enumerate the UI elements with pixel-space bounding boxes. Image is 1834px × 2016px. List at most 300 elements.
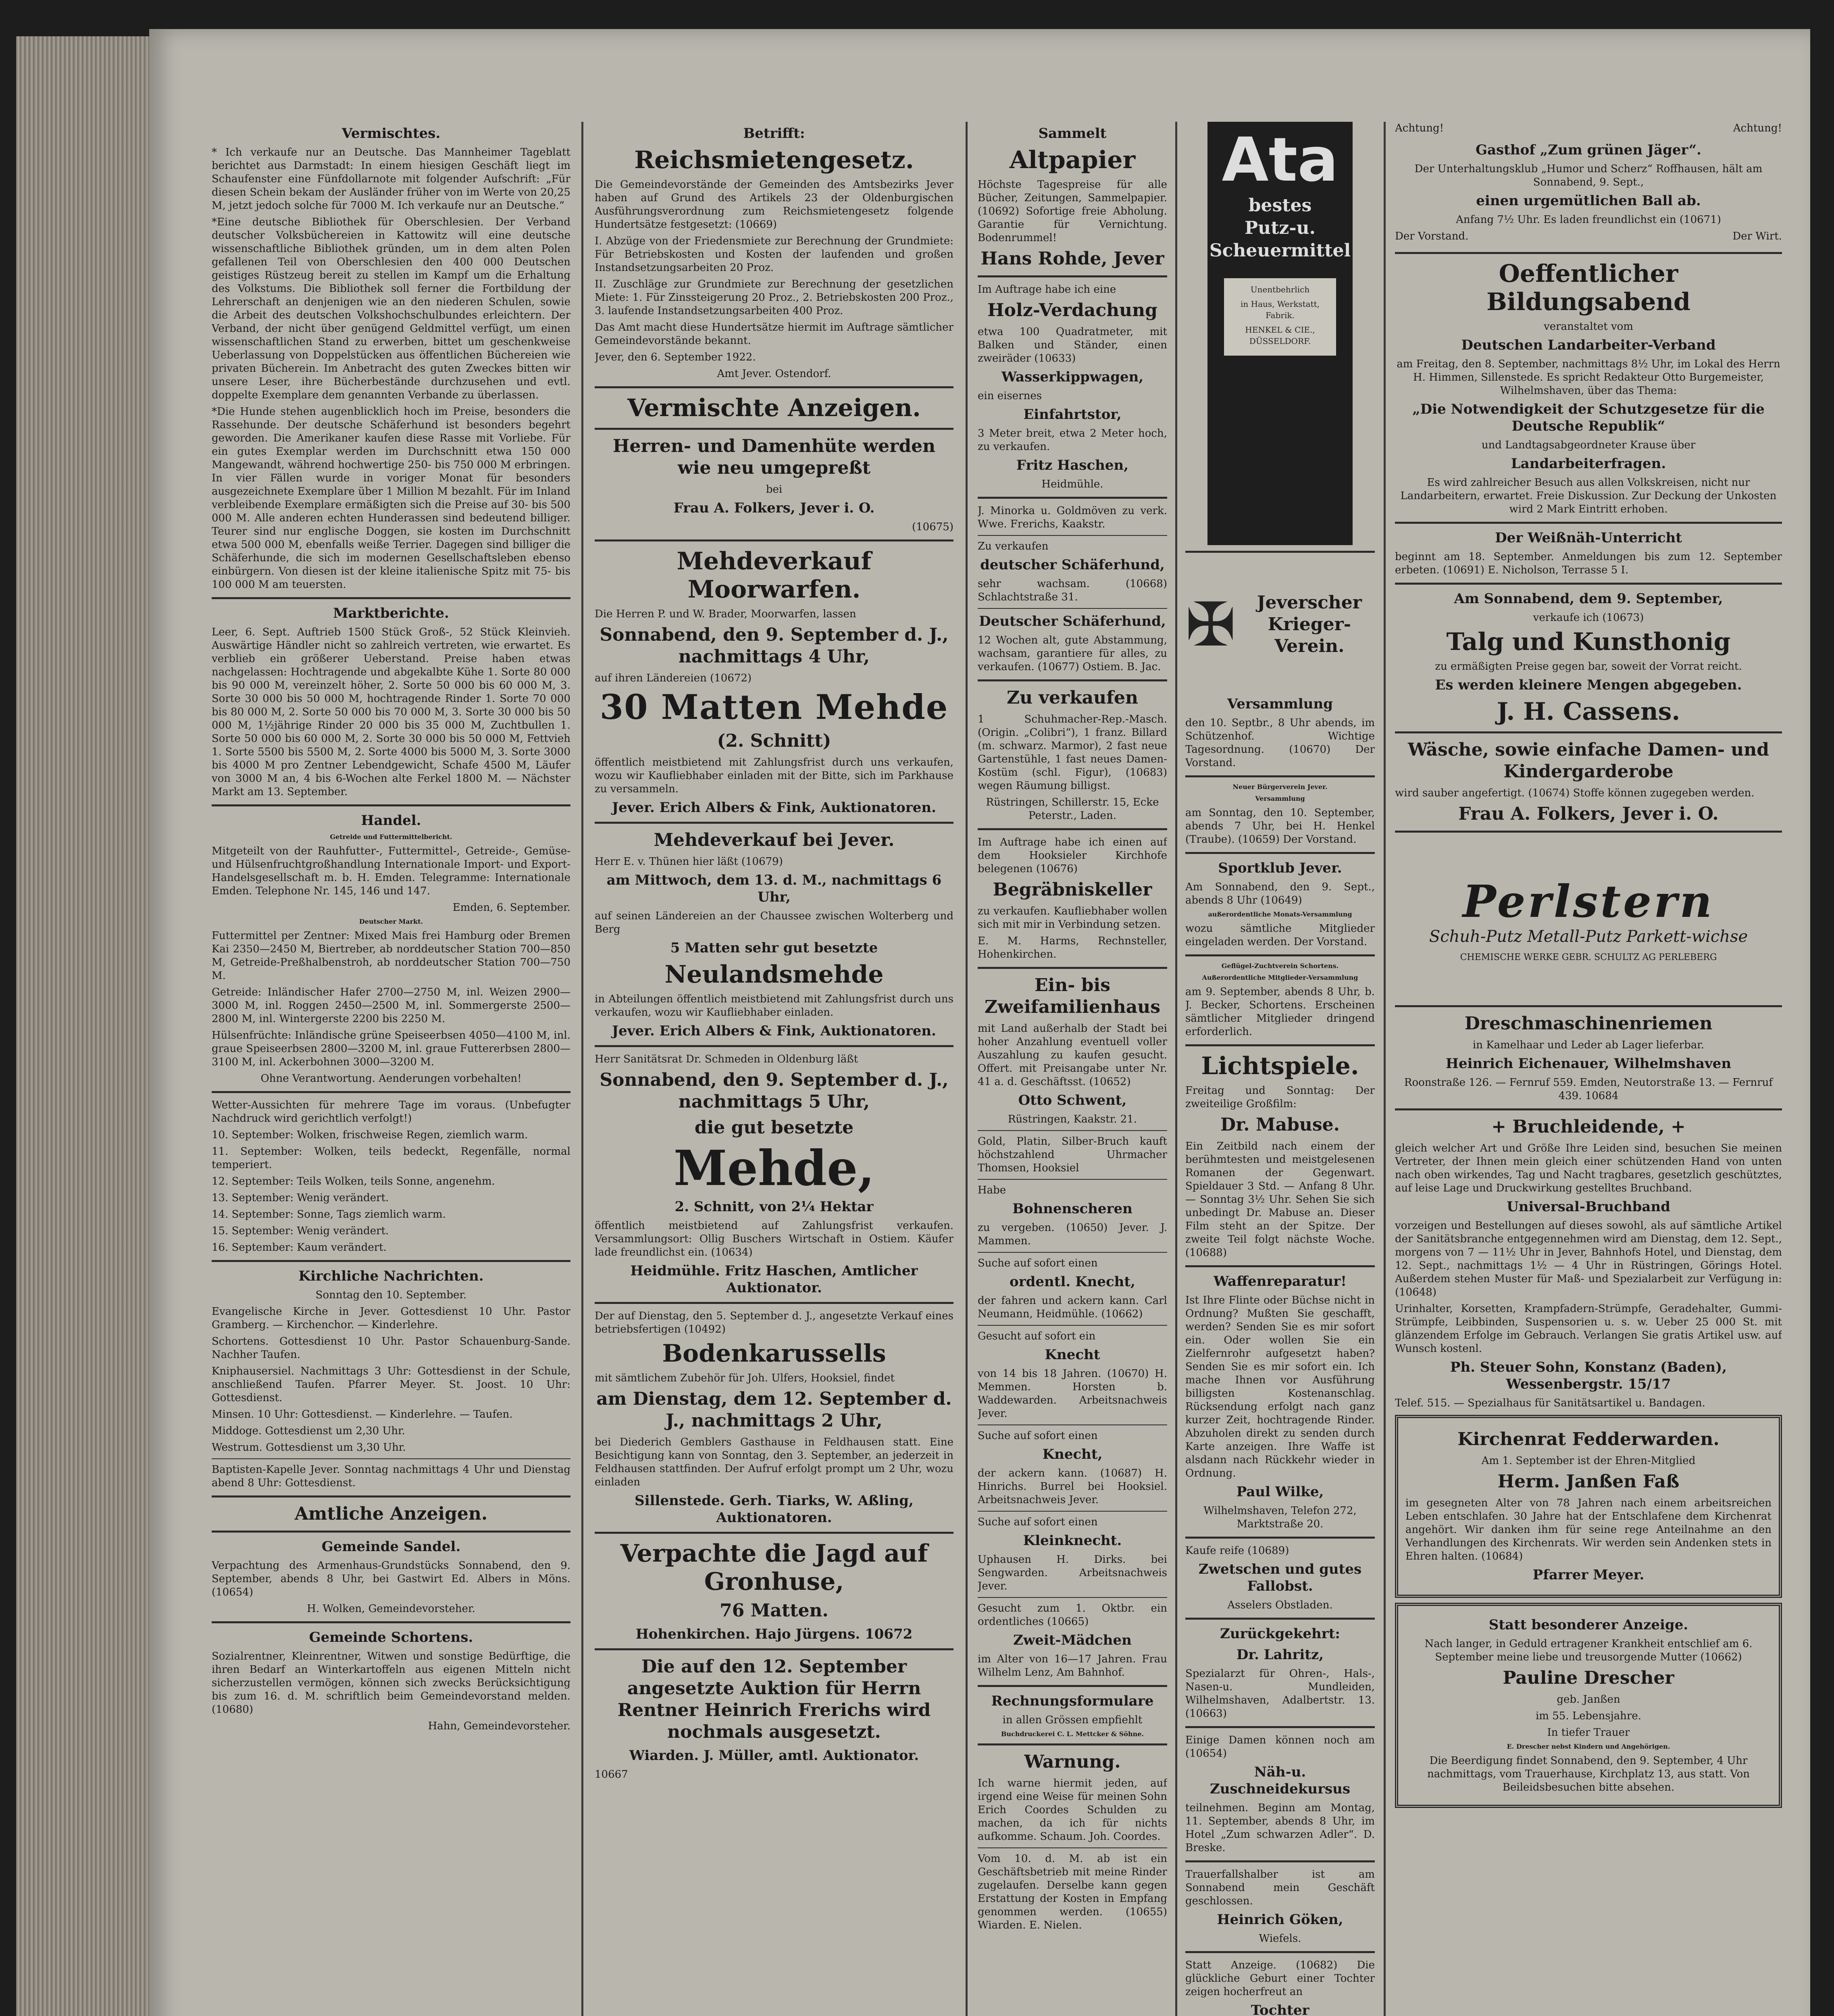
body-text: Gesucht auf sofort ein	[978, 1330, 1096, 1342]
ad-divider	[1395, 583, 1782, 585]
body-text: zu vergeben. (10650) Jever. J. Mammen.	[978, 1222, 1167, 1247]
body-text: Middoge. Gottesdienst um 2,30 Uhr.	[212, 1425, 405, 1437]
ad-divider	[978, 1597, 1167, 1598]
headline: Hohenkirchen. Hajo Jürgens. 10672	[635, 1626, 913, 1642]
headline: Bohnenscheren	[1012, 1201, 1132, 1217]
body-text: E. M. Harms, Rechnsteller, Hohenkirchen.	[978, 935, 1167, 960]
headline: Vermischtes.	[341, 125, 441, 142]
column-rule	[1175, 122, 1177, 2016]
ad-divider	[212, 597, 570, 599]
body-text: in allen Grössen empfiehlt	[1002, 1714, 1143, 1726]
ad-divider	[212, 1495, 570, 1497]
column-rule	[966, 122, 968, 2016]
headline: Mehdeverkauf bei Jever.	[654, 830, 895, 850]
body-text: auf ihren Ländereien (10672)	[595, 672, 752, 684]
body-text: 12. September: Teils Wolken, teils Sonne, angenehm.	[212, 1175, 495, 1187]
body-text: 16. September: Kaum verändert.	[212, 1241, 387, 1254]
body-text: I. Abzüge von der Friedensmiete zur Berechnung der Grundmiete: Für Betriebskosten und Kosten der laufenden und großen Instandsetzungsarbeiten 20 Proz.	[595, 235, 953, 274]
headline: Frau A. Folkers, Jever i. O.	[1458, 804, 1719, 824]
body-text: 11. September: Wolken, teils bedeckt, Regenfälle, normal temperiert.	[212, 1145, 570, 1171]
headline: Gemeinde Sandel.	[321, 1539, 461, 1555]
body-text: wozu sämtliche Mitglieder eingeladen werden. Der Vorstand.	[1185, 923, 1375, 948]
headline: Frau A. Folkers, Jever i. O.	[673, 500, 875, 516]
headline: Neuer Bürgerverein Jever.	[1232, 783, 1328, 791]
body-text: Herr Sanitätsrat Dr. Schmeden in Oldenburg läßt	[595, 1053, 858, 1065]
ad-divider	[978, 608, 1167, 609]
body-text: Getreide: Inländischer Hafer 2700—2750 M, inl. Weizen 2900—3000 M, inl. Roggen 2450—2500 M, inl. Sommergerste 2500—2800 M, inl. Wintergerste 2200 bis 2250 M.	[212, 986, 570, 1025]
body-text: von 14 bis 18 Jahren. (10670) H. Memmen. Horsten b. Waddewarden. Arbeitsnachweis Jever.	[978, 1368, 1167, 1420]
body-text: geb. Janßen	[1557, 1693, 1620, 1706]
book-page-edges	[16, 36, 149, 2016]
headline: Tochter	[1251, 2002, 1309, 2016]
body-text: Vom 10. d. M. ab ist ein Geschäftsbetrieb mit meine Rinder zugelaufen. Derselbe kann gegen Erstattung der Kosten in Empfang genommen werden. (10655) Wiarden. E. Nielen.	[978, 1853, 1167, 1931]
ad-divider	[1185, 1860, 1375, 1862]
column-3	[978, 122, 1167, 2016]
body-text: Freitag und Sonntag: Der zweiteilige Großfilm:	[1185, 1085, 1375, 1110]
body-text: Im Auftrage habe ich einen auf dem Hooksieler Kirchhofe belegenen (10676)	[978, 836, 1167, 875]
body-text: Suche auf sofort einen	[978, 1257, 1098, 1269]
ad-divider	[978, 535, 1167, 536]
ad-divider	[1185, 775, 1375, 777]
body-text: Futtermittel per Zentner: Mixed Mais frei Hamburg oder Bremen Kai 2350—2450 M, Biertreber, ab norddeutscher Station 700—850 M, Getreide-Preßhalbenstroh, ab norddeutscher Station 700—750 M.	[212, 930, 570, 982]
body-text: Telef. 515. — Spezialhaus für Sanitätsartikel u. Bandagen.	[1395, 1397, 1705, 1409]
signature-row	[1395, 122, 1782, 138]
ad-divider	[212, 1091, 570, 1093]
body-text: Es wird zahlreicher Besuch aus allen Volkskreisen, nicht nur Landarbeitern, erwartet. Freie Diskussion. Zur Deckung der Unkosten wird 2 Mark Eintritt erhoben.	[1400, 477, 1777, 515]
headline: Geflügel-Zuchtverein Schortens.	[1221, 962, 1339, 970]
body-text: Asselers Obstladen.	[1227, 1599, 1333, 1611]
headline: Marktberichte.	[333, 605, 449, 621]
headline: Jever. Erich Albers & Fink, Auktionatoren.	[612, 1023, 936, 1039]
ad-divider	[1395, 1108, 1782, 1110]
body-text: (10675)	[912, 521, 953, 533]
body-text: Verpachtung des Armenhaus-Grundstücks Sonnabend, den 9. September, abends 8 Uhr, bei Gastwirt Ed. Albers in Möns. (10654)	[212, 1560, 570, 1598]
headline: Jever. Erich Albers & Fink, Auktionatoren.	[612, 800, 936, 816]
body-text: HENKEL & CIE., DÜSSELDORF.	[1245, 325, 1315, 346]
headline: außerordentliche Monats-Versammlung	[1208, 910, 1352, 918]
bordered-notice	[1395, 1415, 1782, 1598]
body-text: am 9. September, abends 8 Uhr, b. J. Becker, Schortens. Erscheinen sämtlicher Mitglieder dringend erforderlich.	[1185, 986, 1375, 1038]
column-4	[1185, 122, 1375, 2016]
body-text: in Haus, Werkstatt, Fabrik.	[1241, 299, 1320, 320]
headline: Dr. Lahritz,	[1236, 1647, 1324, 1663]
body-text: bei Diederich Gemblers Gasthause in Feldhausen statt. Eine Besichtigung kann von Sonntag, den 3. September, an jederzeit in Feldhausen stattfinden. Der Aufruf erfolgt prompt um 2 Uhr, wozu einladen	[595, 1436, 953, 1488]
headline: (2. Schnitt)	[717, 731, 831, 751]
headline: Sonnabend, den 9. September d. J., nachmittags 4 Uhr,	[600, 625, 949, 667]
body-text: vorzeigen und Bestellungen auf dieses sowohl, als auf sämtliche Artikel der Sanitätsbranche entgegennehmen wird am Dienstag, dem 12. Sept., morgens von 7 — 11½ Uhr in Jever, Bahnhofs Hotel, und Dienstag, dem 12. Sept., nachmittags 1½ — 4 Uhr in Rüstringen, Görings Hotel. Außerdem stehen Muster für Maß- und Spezialarbeit zur Verfügung in: (10648)	[1395, 1220, 1782, 1298]
body-text: Evangelische Kirche in Jever. Gottesdienst 10 Uhr. Pastor Gramberg. — Kirchenchor. — Kinderlehre.	[212, 1306, 570, 1331]
headline: Reichsmietengesetz.	[634, 146, 914, 174]
headline: Versammlung	[1227, 696, 1333, 712]
headline: ordentl. Knecht,	[1010, 1274, 1135, 1290]
ad-divider	[1185, 1265, 1375, 1267]
body-text: Ich warne hiermit jeden, auf irgend eine Weise für meinen Sohn Erich Coordes Schulden zu machen, da ich für nichts aufkomme. Schaum. Joh. Coordes.	[978, 1777, 1167, 1843]
ad-divider	[595, 1302, 953, 1304]
body-text: Die Herren P. und W. Brader, Moorwarfen, lassen	[595, 608, 856, 620]
body-text: Das Amt macht diese Hundertsätze hiermit im Auftrage sämtlicher Gemeindevorstände bekannt.	[595, 321, 953, 347]
body-text: Minsen. 10 Uhr: Gottesdienst. — Kinderlehre. — Taufen.	[212, 1408, 513, 1420]
body-text: II. Zuschläge zur Grundmiete zur Berechnung der gesetzlichen Miete: 1. Für Zinssteigerung 20 Proz., 2. Betriebskosten 200 Proz., 3. laufende Instandsetzungsarbeiten 400 Proz.	[595, 278, 953, 317]
ad-divider	[978, 1511, 1167, 1512]
headline: Einfahrtstor,	[1023, 406, 1122, 423]
body-text: 15. September: Wenig verändert.	[212, 1225, 389, 1237]
ad-divider	[1395, 252, 1782, 254]
body-text: Amt Jever. Ostendorf.	[717, 368, 831, 380]
body-text: 3 Meter breit, etwa 2 Meter hoch, zu verkaufen.	[978, 427, 1167, 453]
body-text: Der Vorstand.	[1395, 230, 1469, 242]
ad-divider	[978, 275, 1167, 277]
ad-divider	[978, 1130, 1167, 1131]
headline: Knecht,	[1042, 1446, 1103, 1462]
body-text: Im Auftrage habe ich eine	[978, 283, 1116, 296]
body-text: Suche auf sofort einen	[978, 1516, 1098, 1528]
headline: Oeffentlicher Bildungsabend	[1486, 260, 1690, 316]
body-text: Wilhelmshaven, Telefon 272, Marktstraße 20.	[1203, 1505, 1357, 1530]
body-text: Gesucht zum 1. Oktbr. ein ordentliches (10665)	[978, 1602, 1167, 1628]
ata-brand: Ata	[1222, 125, 1339, 195]
signature-row	[1395, 230, 1782, 246]
body-text: Leer, 6. Sept. Auftrieb 1500 Stück Groß-, 52 Stück Kleinvieh. Auswärtige Händler nicht so zahlreich vertreten, wie erwartet. Es verblieb ein größerer Ueberstand. Preise haben etwas nachgelassen: Hochtragende und abgekalbte Kühe 1. Sorte 80 000 bis 90 000 M, vereinzelt höher, 2. Sorte 50 000 bis 60 000 M, 3. Sorte 30 000 bis 50 000 M, hochtragende Rinder 1. Sorte 70 000 bis 80 000 M, 2. Sorte 50 000 bis 70 000 M, 3. Sorte 30 000 bis 50 000 M, 1½jährige Rinder 20 000 bis 35 000 M, Zuchtbullen 1. Sorte 50 000 bis 60 000 M, 2. Sorte 30 000 bis 50 000 M, Fettvieh 1. Sorte 5500 bis 5500 M, 2. Sorte 4000 bis 5000 M, 3. Sorte 3000 bis 4000 M pro Zentner Lebendgewicht, Schafe 4500 M, Läufer von 3000 M an, 4 bis 6-Wochen alte Ferkel 1800 M. — Nächster Markt am 13. September.	[212, 626, 570, 798]
body-text: veranstaltet vom	[1544, 321, 1633, 333]
body-text: Ist Ihre Flinte oder Büchse nicht in Ordnung? Mußten Sie geschafft, werden? Senden Sie es mir sofort ein. Oder wollen Sie ein Zielfernrohr aufgesetzt haben? Senden Sie es mir sofort ein. Ich mache Ihnen vor Ausführung billigsten Kostenanschlag. Rücksendung erfolgt nach ganz kurzer Zeit, hochtragende Rinder. Abzuholen direkt zu senden durch Karte anzeigen. Ihre Waffe ist alsdann nach Rückkehr wieder in Ordnung.	[1185, 1294, 1375, 1479]
headline: Heinrich Eichenauer, Wilhelmshaven	[1445, 1056, 1732, 1072]
ata-line: Scheuermittel	[1209, 240, 1351, 261]
headline: Begräbniskeller	[993, 879, 1152, 900]
body-text: Hahn, Gemeindevorsteher.	[428, 1720, 570, 1732]
headline: J. H. Cassens.	[1497, 698, 1680, 726]
headline: Dr. Mabuse.	[1220, 1114, 1340, 1135]
column-1	[212, 122, 570, 2016]
headline: Zu verkaufen	[1006, 687, 1139, 708]
headline: E. Drescher nebst Kindern und Angehörigen.	[1507, 1743, 1670, 1750]
headline: Otto Schwent,	[1018, 1092, 1127, 1108]
headline: Waffenreparatur!	[1213, 1273, 1347, 1289]
body-text: Rüstringen, Schillerstr. 15, Ecke Peterstr., Laden.	[986, 796, 1159, 822]
body-text: teilnehmen. Beginn am Montag, 11. September, abends 8 Uhr, im Hotel „Zum schwarzen Adler“. D. Breske.	[1185, 1802, 1375, 1854]
body-text: 1 Schuhmacher-Rep.-Masch. (Origin. „Colibri“), 1 franz. Billard (m. schwarz. Marmor), 2 fast neue Gartenstühle, 1 fast neues Damen-Kostüm (schl. Figur), (10683) wegen Räumung billigst.	[978, 713, 1167, 792]
body-text: sehr wachsam. (10668) Schlachtstraße 31.	[978, 578, 1167, 603]
body-text: beginnt am 18. September. Anmeldungen bis zum 12. September erbeten. (10691) E. Nicholson, Terrasse 5 I.	[1395, 551, 1782, 576]
body-text: In tiefer Trauer	[1547, 1727, 1630, 1739]
headline: Sillenstede. Gerh. Tiarks, W. Aßling, Auktionatoren.	[635, 1493, 914, 1526]
ad-divider	[1185, 1044, 1375, 1046]
body-text: öffentlich meistbietend auf Zahlungsfrist verkaufen. Versammlungsort: Ollig Buschers Wirtschaft in Ostiem. Käufer lade freundlichst ein. (10634)	[595, 1220, 953, 1258]
body-text: wird sauber angefertigt. (10674) Stoffe können zugegeben werden.	[1395, 787, 1755, 799]
headline: Bodenkarussells	[662, 1339, 886, 1368]
ad-divider	[595, 539, 953, 541]
body-text: im gesegneten Alter von 78 Jahren nach einem arbeitsreichen Leben entschlafen. 30 Jahre hat der Entschlafene dem Kirchenrat angehört. Wir danken ihm für seine rege Anteilnahme an den Verhandlungen des Kirchenrats. Wir werden sein Andenken stets in Ehren halten. (10684)	[1405, 1497, 1772, 1562]
headline: Zurückgekehrt:	[1220, 1626, 1340, 1642]
ad-divider	[978, 1179, 1167, 1180]
headline: Deutscher Schäferhund,	[979, 613, 1166, 629]
ad-divider	[595, 386, 953, 388]
body-text: Wetter-Aussichten für mehrere Tage im voraus. (Unbefugter Nachdruck wird gerichtlich verfolgt!)	[212, 1099, 570, 1125]
body-text: auf seinen Ländereien an der Chaussee zwischen Wolterberg und Berg	[595, 910, 953, 935]
headline: Es werden kleinere Mengen abgegeben.	[1435, 677, 1742, 693]
body-text: in Kamelhaar und Leder ab Lager lieferbar.	[1472, 1039, 1705, 1051]
ad-divider	[595, 428, 953, 430]
ad-divider	[978, 828, 1167, 830]
headline: Talg und Kunsthonig	[1446, 628, 1731, 656]
body-text: Gold, Platin, Silber-Bruch kauft höchstzahlend Uhrmacher Thomsen, Hooksiel	[978, 1135, 1167, 1174]
headline: Herm. Janßen Faß	[1497, 1471, 1680, 1492]
headline: „Die Notwendigkeit der Schutzgesetze für die Deutsche Republik“	[1412, 401, 1765, 434]
headline: am Dienstag, dem 12. September d. J., nachmittags 2 Uhr,	[596, 1389, 952, 1431]
headline: Warnung.	[1024, 1752, 1121, 1772]
body-text: Wiefels.	[1259, 1933, 1301, 1945]
body-text: im Alter von 16—17 Jahren. Frau Wilhelm Lenz, Am Bahnhof.	[978, 1653, 1167, 1679]
body-text: zu ermäßigten Preise gegen bar, soweit der Vorrat reicht.	[1435, 660, 1742, 673]
body-text: der ackern kann. (10687) H. Hinrichs. Burrel bei Hooksiel. Arbeitsnachweis Jever.	[978, 1467, 1167, 1506]
ad-divider	[212, 804, 570, 806]
ad-divider	[1185, 1618, 1375, 1620]
ad-divider	[595, 1532, 953, 1534]
body-text: und Landtagsabgeordneter Krause über	[1481, 439, 1696, 451]
body-text: Jever, den 6. September 1922.	[595, 351, 756, 363]
perlstern-products: Schuh-Putz Metall-Putz Parkett-wichse	[1429, 927, 1748, 946]
body-text: 10. September: Wolken, frischweise Regen, ziemlich warm.	[212, 1129, 528, 1141]
headline: Kirchliche Nachrichten.	[298, 1268, 484, 1284]
headline: Handel.	[361, 812, 421, 829]
body-text: Emden, 6. September.	[452, 902, 570, 914]
headline: Wiarden. J. Müller, amtl. Auktionator.	[629, 1747, 919, 1764]
headline: Lichtspiele.	[1201, 1052, 1359, 1080]
body-text: den 10. Septbr., 8 Uhr abends, im Schützenhof. Wichtige Tagesordnung. (10670) Der Vorstand.	[1185, 717, 1375, 769]
headline: Gemeinde Schortens.	[309, 1629, 473, 1645]
headline: + Bruchleidende, +	[1491, 1116, 1686, 1137]
ad-divider	[595, 1045, 953, 1047]
headline: Außerordentliche Mitglieder-Versammlung	[1202, 974, 1358, 981]
body-text: Die Beerdigung findet Sonnabend, den 9. September, 4 Uhr nachmittags, vom Trauerhause, Kirchplatz 13, aus statt. Von Beileidsbesuchen bitte absehen.	[1427, 1755, 1750, 1793]
body-text: Nach langer, in Geduld ertragener Krankheit entschlief am 6. September meine liebe und treusorgende Mutter (10662)	[1424, 1638, 1753, 1663]
iron-cross-icon: ✠	[1185, 590, 1236, 660]
headline: Universal-Bruchband	[1507, 1199, 1670, 1215]
body-text: Kaufe reife (10689)	[1185, 1545, 1289, 1557]
headline: deutscher Schäferhund,	[980, 557, 1165, 573]
ad-divider	[978, 967, 1167, 969]
ad-divider	[212, 1531, 570, 1533]
headline: Kleinknecht.	[1023, 1533, 1122, 1549]
headline: Näh-u. Zuschneidekursus	[1210, 1764, 1350, 1797]
body-text: Sonntag den 10. September.	[315, 1289, 467, 1301]
body-text: ein eisernes	[978, 390, 1042, 402]
headline: Heidmühle. Fritz Haschen, Amtlicher Auktionator.	[630, 1263, 918, 1296]
body-text: verkaufe ich (10673)	[1533, 612, 1644, 624]
headline: Statt besonderer Anzeige.	[1488, 1617, 1688, 1633]
ad-divider	[978, 1325, 1167, 1326]
headline: Vermischte Anzeigen.	[627, 394, 921, 422]
ad-divider	[1395, 731, 1782, 733]
headline: Landarbeiterfragen.	[1511, 456, 1666, 472]
bordered-notice	[1395, 1603, 1782, 1808]
body-text: mit sämtlichem Zubehör für Joh. Ulfers, Hooksiel, findet	[595, 1372, 895, 1384]
headline: Sammelt	[1038, 125, 1107, 142]
body-text: Hülsenfrüchte: Inländische grüne Speiseerbsen 4050—4100 M, inl. graue Speiseerbsen 2800—3200 M, inl. graue Futtererbsen 2800—3100 M, inl. Ackerbohnen 3000—3200 M.	[212, 1029, 570, 1068]
ad-divider	[212, 1621, 570, 1623]
headline: Gasthof „Zum grünen Jäger“.	[1475, 142, 1702, 158]
body-text: Anfang 7½ Uhr. Es laden freundlichst ein (10671)	[1456, 214, 1721, 226]
headline: Herren- und Damenhüte werden wie neu umgepreßt	[612, 436, 936, 478]
headline: einen urgemütlichen Ball ab.	[1476, 193, 1701, 209]
column-rule	[1384, 122, 1386, 2016]
headline: Buchdruckerei C. L. Mettcker & Söhne.	[1001, 1730, 1144, 1738]
headline: Wäsche, sowie einfache Damen- und Kindergarderobe	[1407, 739, 1769, 782]
headline: Amtliche Anzeigen.	[294, 1504, 488, 1524]
ata-label	[1224, 278, 1336, 356]
body-text: J. Minorka u. Goldmöven zu verk. Wwe. Frerichs, Kaakstr.	[978, 505, 1167, 530]
ata-advertisement	[1207, 122, 1353, 545]
headline: Mehde,	[673, 1140, 875, 1197]
body-text: am Sonntag, den 10. September, abends 7 Uhr, bei H. Henkel (Traube). (10659) Der Vorstand.	[1185, 807, 1375, 846]
body-text: Mitgeteilt von der Rauhfutter-, Futtermittel-, Getreide-, Gemüse- und Hülsenfruchtgroßhandlung Internationale Import- und Export-Handelsgesellschaft m. b. H. Emden. Telegramme: Internationale Emden. Telephone Nr. 145, 146 und 147.	[212, 845, 570, 897]
body-text: gleich welcher Art und Größe Ihre Leiden sind, besuchen Sie meinen Vertreter, der Ihnen mein gleich einer schützenden Hand von unten nach oben wirkendes, Tag und Nacht tragbares, gesetzlich geschütztes, auf leise Lage und Druckwirkung gestelltes Bruchband.	[1395, 1142, 1782, 1194]
body-text: Der auf Dienstag, den 5. September d. J., angesetzte Verkauf eines betriebsfertigen (10492)	[595, 1310, 953, 1335]
body-text: am Freitag, den 8. September, nachmittags 8½ Uhr, im Lokal des Herrn H. Himmen, Sillenstede. Es spricht Redakteur Otto Burgemeister, Wilhelmshaven, über das Thema:	[1397, 358, 1780, 397]
headline: Deutscher Markt.	[359, 918, 423, 925]
headline: Zweit-Mädchen	[1013, 1632, 1132, 1648]
ad-divider	[978, 497, 1167, 499]
column-2	[595, 122, 953, 2016]
headline: Getreide und Futtermittelbericht.	[330, 833, 452, 841]
perlstern-logo: Perlstern	[1462, 875, 1715, 927]
body-text: Baptisten-Kapelle Jever. Sonntag nachmittags 4 Uhr und Dienstag abend 8 Uhr: Gottesdienst.	[212, 1464, 570, 1489]
ad-divider	[212, 1458, 570, 1459]
ad-divider	[1185, 1726, 1375, 1728]
body-text: Herr E. v. Thünen hier läßt (10679)	[595, 856, 783, 868]
body-text: in Abteilungen öffentlich meistbietend mit Zahlungsfrist durch uns verkaufen, wozu wir Kaufliebhaber einladen.	[595, 993, 953, 1018]
body-text: im 55. Lebensjahre.	[1535, 1710, 1641, 1722]
ad-divider	[1185, 551, 1375, 553]
headline: Pauline Drescher	[1503, 1668, 1674, 1688]
body-text: Die Gemeindevorstände der Gemeinden des Amtsbezirks Jever haben auf Grund des Artikels 23 der Oldenburgischen Ausführungsverordnung zum Reichsmietengesetz folgende Hundertsätze festgesetzt: (10669)	[595, 179, 953, 231]
headline: am Mittwoch, dem 13. d. M., nachmittags 6 Uhr,	[606, 872, 942, 905]
body-text: Schortens. Gottesdienst 10 Uhr. Pastor Schauenburg-Sande. Nachher Taufen.	[212, 1335, 570, 1361]
ad-divider	[1395, 1005, 1782, 1007]
ad-divider	[1185, 954, 1375, 956]
perlstern-maker: CHEMISCHE WERKE GEBR. SCHULTZ AG PERLEBERG	[1460, 952, 1717, 962]
headline: die gut besetzte	[694, 1117, 854, 1138]
body-text: bei	[766, 483, 783, 496]
ad-divider	[595, 822, 953, 824]
body-text: mit Land außerhalb der Stadt bei hoher Anzahlung eventuell voller Auszahlung zu kaufen gesucht. Offert. mit Preisangabe unter Nr. 41 a. d. Geschäftsst. (10652)	[978, 1023, 1167, 1088]
ata-line: Putz-u.	[1245, 218, 1316, 238]
body-text: 12 Wochen alt, gute Abstammung, wachsam, garantiere für alles, zu verkaufen. (10677) Ostiem. B. Jac.	[978, 634, 1167, 673]
body-text: Westrum. Gottesdienst um 3,30 Uhr.	[212, 1441, 406, 1454]
body-text: *Die Hunde stehen augenblicklich hoch im Preise, besonders die Rassehunde. Der deutsche Schäferhund ist besonders begehrt geworden. Die Amerikaner kaufen diese Rasse mit Vorliebe. Für ein gutes Exemplar werden im Durchschnitt etwa 150 000 Mangewandt, während hochwertige 250- bis 750 000 M erbringen. In vier Fällen wurde in voriger Monat für besonders ausgezeichnete Exemplare über 1 Million M bezahlt. Für im Inland verbleibende Exemplare ermäßigten sich die Preise auf 30- bis 500 000 M. Alle anderen echten Hunderassen sind bedeutend billiger. Teurer sind nur englische Doggen, sie kosten im Durchschnitt etwa 500 000 M, ebenfalls weiße Terrier. Dagegen sind billiger die Schäferhunde, die sich im modernen Gesellschaftsleben ebenso einbürgern. Von diesen ist der kleine italienische Spitz mit 75- bis 100 000 M am teuersten.	[212, 406, 570, 591]
headline: Hans Rohde, Jever	[980, 248, 1164, 269]
body-text: Zu verkaufen	[978, 540, 1049, 552]
ad-divider	[978, 1847, 1167, 1848]
headline: 76 Matten.	[720, 1600, 829, 1621]
column-5	[1395, 122, 1782, 2016]
body-text: Unentbehrlich	[1250, 285, 1310, 294]
ad-divider	[1185, 852, 1375, 854]
headline: 5 Matten sehr gut besetzte	[670, 940, 878, 956]
body-text: Einige Damen können noch am (10654)	[1185, 1734, 1375, 1760]
headline: Am Sonnabend, dem 9. September,	[1454, 591, 1723, 607]
headline: 30 Matten Mehde	[600, 687, 949, 727]
body-text: H. Wolken, Gemeindevorsteher.	[307, 1603, 475, 1615]
body-text: 10667	[595, 1768, 628, 1781]
headline: Paul Wilke,	[1236, 1484, 1324, 1500]
headline: Fritz Haschen,	[1016, 457, 1129, 473]
headline: 2. Schnitt, von 2¼ Hektar	[674, 1199, 874, 1215]
headline: Die auf den 12. September angesetzte Auktion für Herrn Rentner Heinrich Frerichs wird nochmals ausgesetzt.	[617, 1656, 931, 1742]
headline: Verpachte die Jagd auf Gronhuse,	[620, 1539, 928, 1596]
headline: Ph. Steuer Sohn, Konstanz (Baden), Wessenbergstr. 15/17	[1450, 1359, 1727, 1392]
headline: Rechnungsformulare	[991, 1693, 1154, 1709]
body-text: Suche auf sofort einen	[978, 1430, 1098, 1442]
body-text: Der Unterhaltungsklub „Humor und Scherz“ Roffhausen, hält am Sonnabend, 9. Sept.,	[1414, 163, 1763, 188]
ad-divider	[1395, 522, 1782, 524]
headline: Jeverscher Krieger-Verein.	[1257, 592, 1362, 656]
body-text: Spezialarzt für Ohren-, Hals-, Nasen-u. Mundleiden, Wilhelmshaven, Adalbertstr. 13. (10663)	[1185, 1668, 1375, 1720]
body-text: Trauerfallshalber ist am Sonnabend mein Geschäft geschlossen.	[1185, 1868, 1375, 1907]
body-text: Habe	[978, 1184, 1006, 1196]
body-text: Achtung!	[1733, 122, 1782, 134]
headline: Knecht	[1045, 1347, 1100, 1363]
ad-divider	[595, 1648, 953, 1650]
krieger-verein-logo	[1185, 558, 1375, 691]
ad-divider	[978, 1743, 1167, 1745]
body-text: Heidmühle.	[1041, 478, 1103, 490]
ad-divider	[978, 679, 1167, 681]
body-text: etwa 100 Quadratmeter, mit Balken und Ständer, einen zweiräder (10633)	[978, 326, 1167, 364]
body-text: 13. September: Wenig verändert.	[212, 1192, 389, 1204]
ad-divider	[1185, 1537, 1375, 1539]
column-rule	[581, 122, 583, 2016]
headline: Betrifft:	[743, 125, 805, 142]
body-text: Höchste Tagespreise für alle Bücher, Zeitungen, Sammelpapier. (10692) Sofortige freie Abholung. Garantie für Vernichtung. Bodenrummel!	[978, 179, 1167, 244]
body-text: Kniphausersiel. Nachmittags 3 Uhr: Gottesdienst in der Schule, anschließend Taufen. Pfarrer Meyer. St. Joost. 10 Uhr: Gottesdienst.	[212, 1365, 570, 1404]
headline: Heinrich Göken,	[1217, 1912, 1343, 1928]
body-text: Achtung!	[1395, 122, 1444, 134]
body-text: 14. September: Sonne, Tags ziemlich warm.	[212, 1208, 446, 1220]
headline: Deutschen Landarbeiter-Verband	[1461, 337, 1716, 353]
body-text: * Ich verkaufe nur an Deutsche. Das Mannheimer Tageblatt berichtet aus Darmstadt: In einem hiesigen Geschäft liegt im Schaufenster eine Fünfdollarnote mit folgender Aufschrift: „Für diesen Schein bekam der Ausländer früher von im Werte von 20,25 M, jetzt jedoch solche für 7000 M. Ich verkaufe nur an Deutsche.“	[212, 146, 570, 212]
ad-divider	[978, 1252, 1167, 1253]
perlstern-advertisement	[1395, 838, 1782, 1000]
headline: Sportklub Jever.	[1218, 860, 1342, 876]
headline: Ein- bis Zweifamilienhaus	[984, 975, 1161, 1017]
body-text: der fahren und ackern kann. Carl Neumann, Heidmühle. (10662)	[978, 1295, 1167, 1320]
headline: Kirchenrat Fedderwarden.	[1457, 1429, 1720, 1450]
body-text: Sozialrentner, Kleinrentner, Witwen und sonstige Bedürftige, die ihren Bedarf an Winterkartoffeln aus eigenen Mitteln nicht sicherzustellen vermögen, können sich zwecks Berücksichtigung bis zum 16. d. M. schriftlich beim Gemeindevorstand melden. (10680)	[212, 1650, 570, 1716]
headline: Zwetschen und gutes Fallobst.	[1198, 1561, 1362, 1594]
body-text: Urinhalter, Korsetten, Krampfadern-Strümpfe, Geradehalter, Gummi-Strümpfe, Leibbinden, Suspensorien u. s. w. Ueber 25 000 St. mit glänzendem Erfolge im Gebrauch. Verlangen Sie gratis Artikel usw. auf Wunsch kostenl.	[1395, 1303, 1782, 1355]
ad-divider	[1395, 831, 1782, 833]
headline: Versammlung	[1255, 795, 1305, 802]
ad-divider	[978, 1685, 1167, 1687]
headline: Dreschmaschinenriemen	[1464, 1013, 1713, 1034]
headline: Holz-Verdachung	[987, 300, 1157, 321]
body-text: Am 1. September ist der Ehren-Mitglied	[1481, 1455, 1696, 1467]
ad-divider	[1185, 1951, 1375, 1953]
body-text: Der Wirt.	[1732, 230, 1782, 242]
body-text: Ohne Verantwortung. Aenderungen vorbehalten!	[260, 1073, 522, 1085]
body-text: Uphausen H. Dirks. bei Sengwarden. Arbeitsnachweis Jever.	[978, 1554, 1167, 1592]
ata-line: bestes	[1248, 195, 1312, 216]
headline: Wasserkippwagen,	[1001, 369, 1144, 385]
newspaper-page	[149, 29, 1810, 2016]
body-text: Roonstraße 126. — Fernruf 559. Emden, Neutorstraße 13. — Fernruf 439. 10684	[1404, 1077, 1773, 1102]
headline: Sonnabend, den 9. September d. J., nachmittags 5 Uhr,	[600, 1070, 949, 1112]
headline: Altpapier	[1009, 146, 1136, 174]
headline: Der Weißnäh-Unterricht	[1495, 530, 1682, 546]
headline: Mehdeverkauf Moorwarfen.	[677, 547, 872, 604]
body-text: *Eine deutsche Bibliothek für Oberschlesien. Der Verband deutscher Volksbüchereien in Kattowitz will eine deutsche wissenschaftliche Bibliothek gründen, um in dem alten Polen gefallenen Teil von Oberschlesien den 400 000 Deutschen geistiges Rüstzeug bereit zu stellen im Kampf um die Erhaltung des Volkstums. Die Bibliothek soll ferner die Fortbildung der Lehrerschaft an denjenigen wie an den niederen Schulen, sowie die Arbeit des deutschen Volkshochschulbundes erleichtern. Der Verband, der nicht über genügend Geldmittel verfügt, um einen wissenschaftlichen Stand zu erwerben, bittet um geschenkweise Ueberlassung von Doppelstücken aus öffentlichen Büchereien wie privaten Bücherein. Im Anbetracht des guten Zweckes bitten wir unsere Leser, ihre Bücherbestände durchzusehen und evtl. doppelte Exemplare dem genannten Verbande zu überlassen.	[212, 216, 570, 401]
body-text: zu verkaufen. Kaufliebhaber wollen sich mit mir in Verbindung setzen.	[978, 905, 1167, 931]
